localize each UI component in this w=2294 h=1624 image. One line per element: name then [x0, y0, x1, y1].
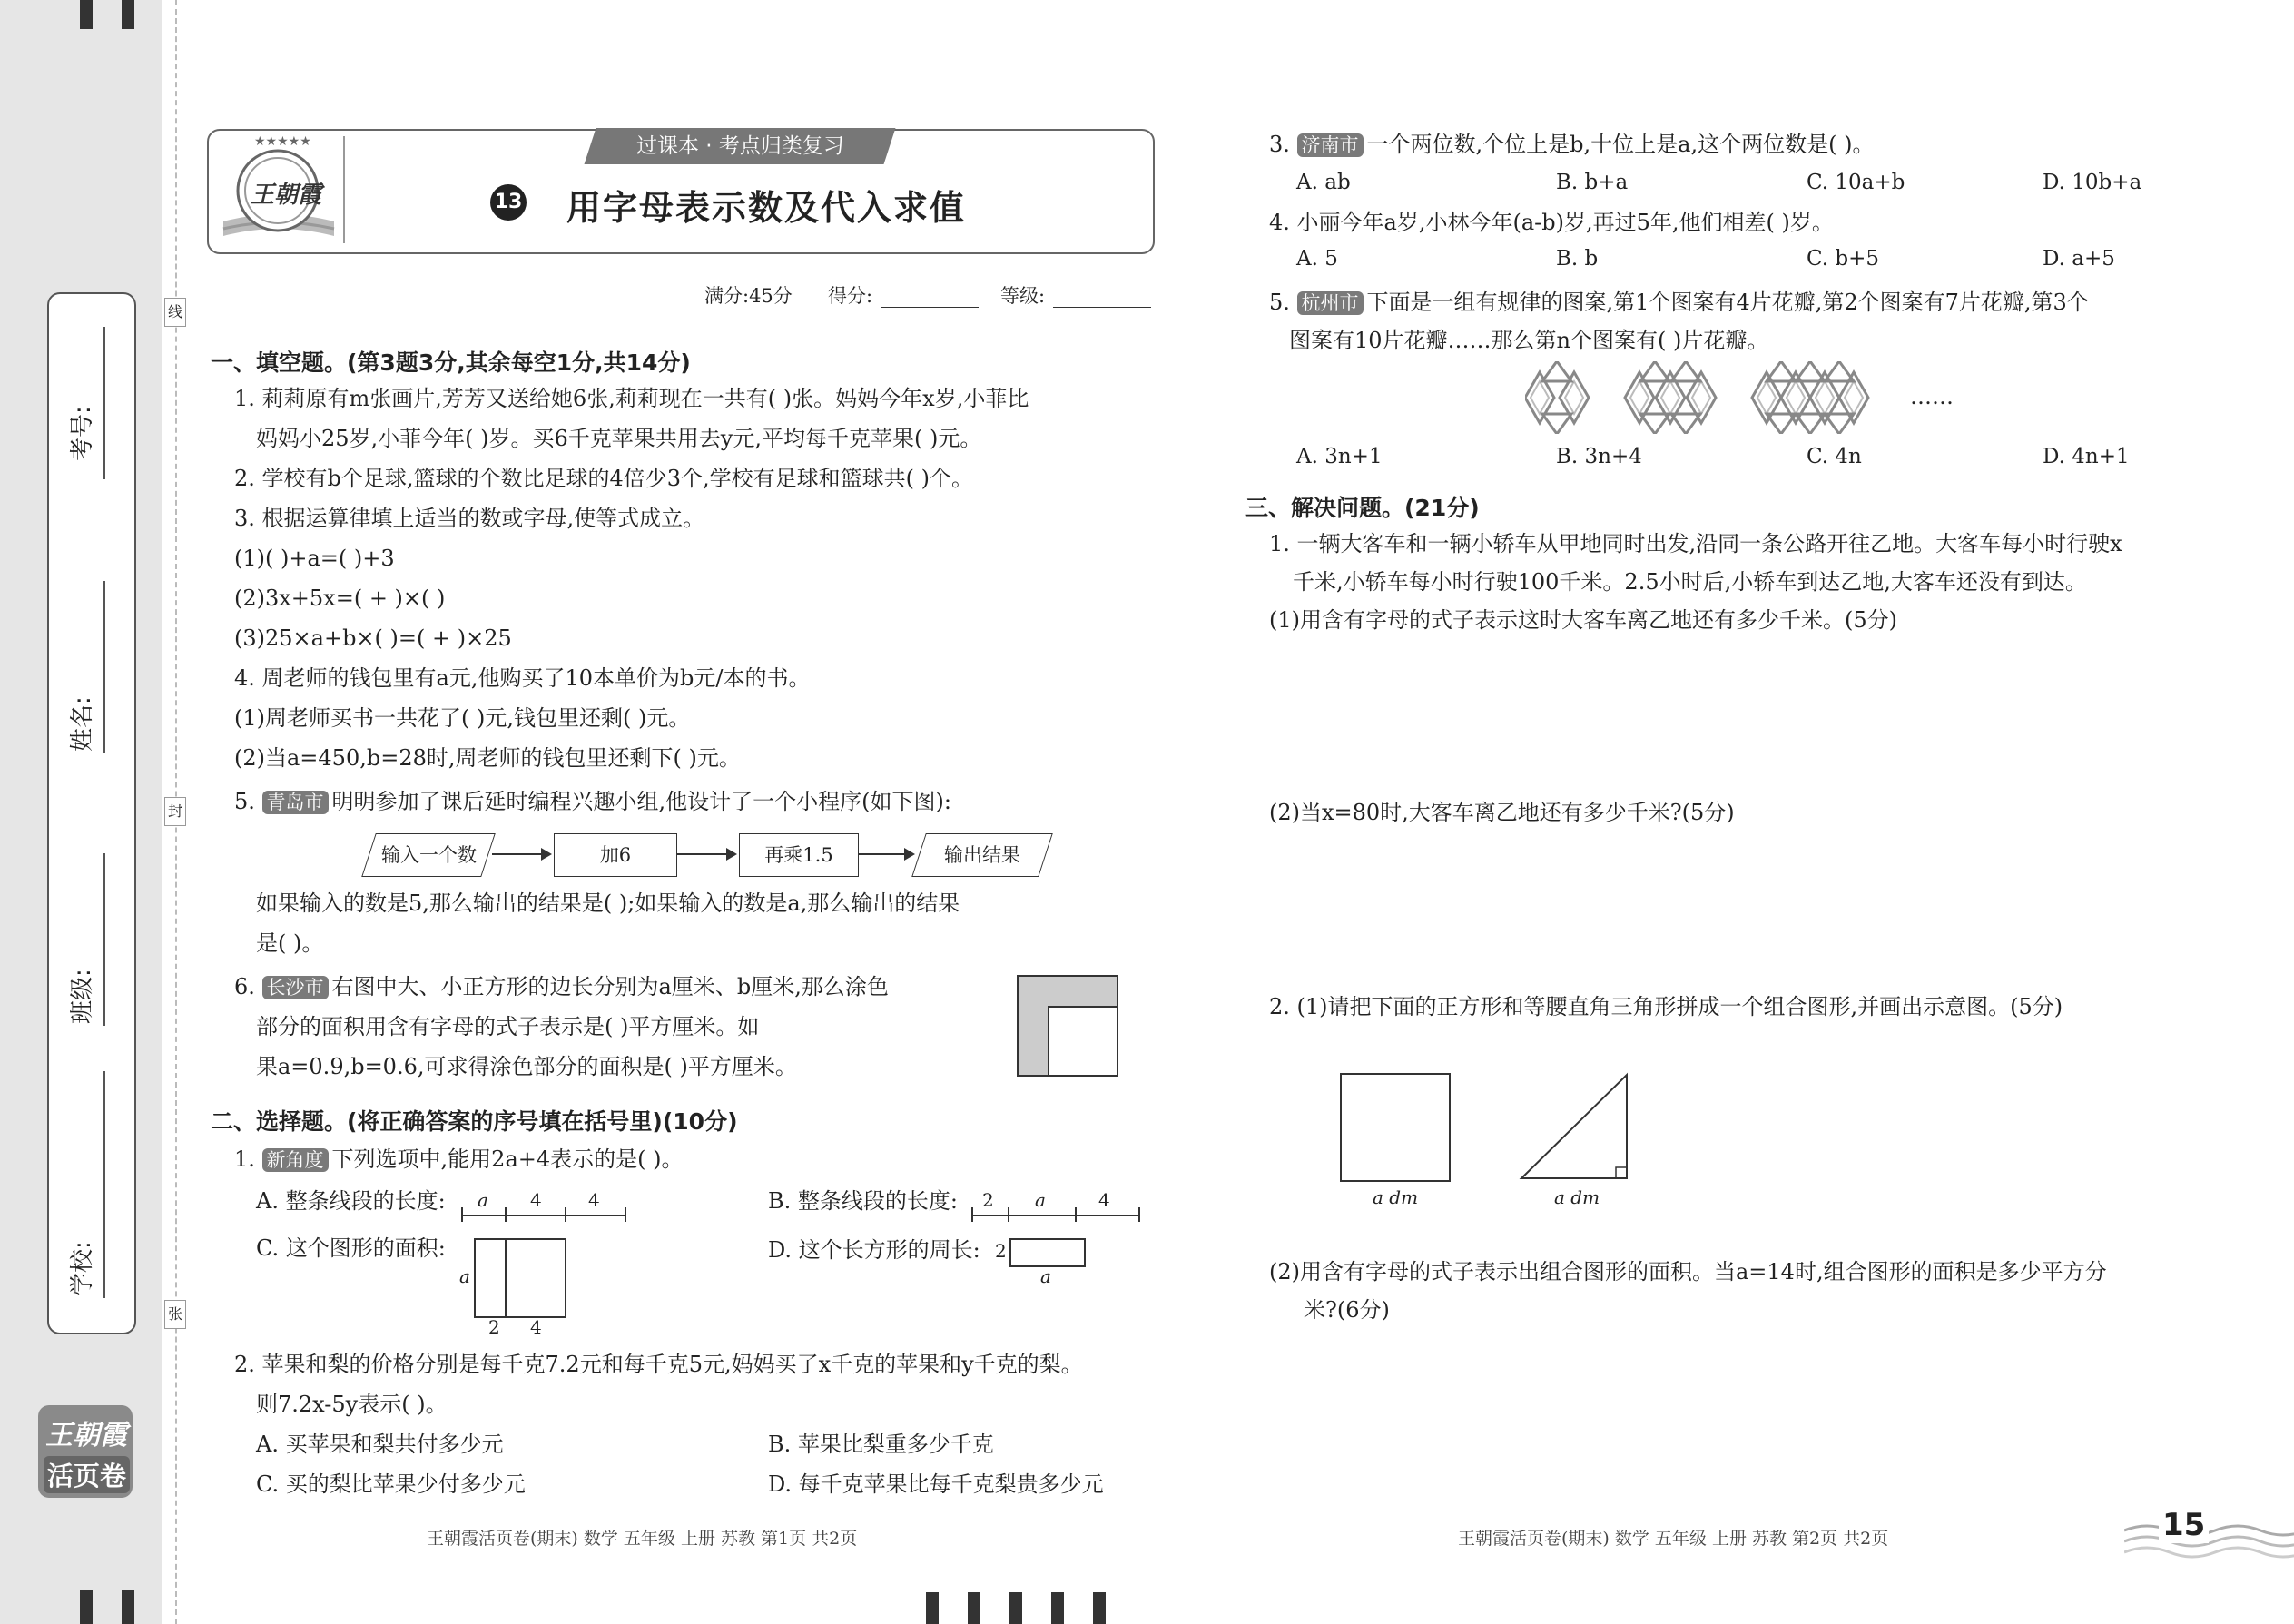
p3-q1-line2: 千米,小轿车每小时行驶100千米。2.5小时后,小轿车到达乙地,大客车还没有到达。 [1293, 569, 2087, 595]
rect-C-divider [505, 1240, 507, 1316]
title-number: 13 [490, 184, 527, 221]
p1-q4-1: (1)周老师买书一共花了( )元,钱包里还剩( )元。 [234, 705, 691, 731]
r-q5-num: 5. [1269, 290, 1290, 315]
p1-q5-text: 明明参加了课后延时编程兴趣小组,他设计了一个小程序(如下图): [331, 789, 951, 814]
tick [625, 1207, 626, 1222]
p2-q1-num: 1. [234, 1147, 255, 1172]
tick [505, 1207, 507, 1222]
crop-mark [122, 1590, 134, 1624]
rect-D [1009, 1238, 1086, 1267]
p1-q3: 3. 根据运算律填上适当的数或字母,使等式成立。 [234, 506, 705, 531]
r-q5-tag: 杭州市 [1297, 291, 1364, 315]
wave-decoration [2124, 1518, 2294, 1563]
p1-q5-line3: 是( )。 [256, 930, 324, 956]
p1-q6-line2: 部分的面积用含有字母的式子表示是( )平方厘米。如 [256, 1014, 760, 1039]
full-score: 满分:45分 [704, 285, 793, 307]
r-q3-tag: 济南市 [1297, 133, 1364, 157]
pattern-3 [1752, 361, 1868, 434]
p1-q5-num: 5. [234, 789, 255, 814]
tick [971, 1207, 973, 1222]
r-q3 [1269, 131, 1874, 158]
p1-q2: 2. 学校有b个足球,篮球的个数比足球的4倍少3个,学校有足球和篮球共( )个。 [234, 466, 974, 491]
label-exam-number: 考号: [69, 406, 96, 461]
rect-D-label-2: 2 [995, 1240, 1007, 1262]
small-square [1048, 1006, 1117, 1075]
label-name: 姓名: [69, 696, 96, 752]
rect-C-label-2: 2 [488, 1316, 500, 1338]
p2-q2-C: C. 买的梨比苹果少付多少元 [256, 1471, 526, 1497]
p3-q2-1: 2. (1)请把下面的正方形和等腰直角三角形拼成一个组合图形,并画出示意图。(5分) [1269, 994, 2063, 1019]
label-class: 班级: [69, 969, 96, 1024]
p2-q2-line1: 2. 苹果和梨的价格分别是每千克7.2元和每千克5元,妈妈买了x千克的苹果和y千克的梨。 [234, 1352, 1083, 1377]
flow-multiply: 再乘1.5 [739, 833, 859, 877]
flow-arrow [492, 853, 550, 855]
p2-q1-D: D. 这个长方形的周长: [768, 1237, 980, 1263]
flow-output [911, 833, 1053, 877]
r-q4-A[interactable]: A. 5 [1296, 247, 1338, 271]
p3-q1-2: (2)当x=80时,大客车离乙地还有多少千米?(5分) [1269, 800, 1735, 825]
p1-q6-num: 6. [234, 974, 255, 999]
part3-heading: 三、解决问题。(21分) [1245, 495, 1480, 521]
p1-q5-line2: 如果输入的数是5,那么输出的结果是( );如果输入的数是a,那么输出的结果 [256, 891, 960, 916]
answer-area-3[interactable] [1269, 1334, 2177, 1498]
flow-arrow [859, 853, 913, 855]
page-number: 15 [2159, 1507, 2209, 1543]
r-q3-num: 3. [1269, 132, 1290, 157]
p2-q1-tag: 新角度 [262, 1148, 329, 1172]
seal-mark-line: 线 [164, 298, 186, 327]
crop-mark [968, 1592, 980, 1624]
p2-q2-A: A. 买苹果和梨共付多少元 [256, 1432, 504, 1457]
crop-mark [1093, 1592, 1106, 1624]
p2-q2-D: D. 每千克苹果比每千克梨贵多少元 [768, 1471, 1104, 1497]
crop-mark [122, 0, 134, 29]
p3-q1-line1: 1. 一辆大客车和一辆小轿车从甲地同时出发,沿同一条公路开往乙地。大客车每小时行驶x [1269, 531, 2122, 556]
crop-mark [926, 1592, 939, 1624]
header-banner-text: 过课本 · 考点归类复习 [635, 134, 844, 158]
segment-B [971, 1215, 1138, 1216]
header-logo [214, 134, 341, 245]
p1-q3-2: (2)3x+5x=( + )×( ) [234, 586, 446, 611]
r-q5-B[interactable]: B. 3n+4 [1556, 445, 1642, 468]
pattern-2 [1625, 361, 1716, 434]
seg-A-label-4b: 4 [588, 1189, 600, 1211]
rect-C [474, 1238, 566, 1318]
r-q3-C[interactable]: C. 10a+b [1807, 171, 1905, 194]
r-q5-line2: 图案有10片花瓣……那么第n个图案有( )片花瓣。 [1289, 328, 1769, 353]
rect-C-label-a: a [459, 1265, 470, 1287]
r-q5-C[interactable]: C. 4n [1807, 445, 1862, 468]
footer-right: 王朝霞活页卷(期末) 数学 五年级 上册 苏教 第2页 共2页 [1458, 1529, 1889, 1549]
p3-q2-2-line2: 米?(6分) [1304, 1297, 1390, 1323]
part1-heading: 一、填空题。(第3题3分,其余每空1分,共14分) [211, 349, 691, 376]
r-q5-D[interactable]: D. 4n+1 [2043, 445, 2130, 468]
tick [1075, 1207, 1077, 1222]
triangle-shape [1518, 1071, 1632, 1182]
p1-q4: 4. 周老师的钱包里有a元,他购买了10本单价为b元/本的书。 [234, 665, 811, 691]
p2-q1 [234, 1146, 684, 1173]
r-q3-D[interactable]: D. 10b+a [2043, 171, 2142, 194]
crop-mark [1009, 1592, 1022, 1624]
blank-exam-number[interactable] [103, 327, 105, 479]
rect-C-label-4: 4 [530, 1316, 542, 1338]
square-shape [1340, 1073, 1451, 1182]
p1-q5 [234, 788, 951, 815]
r-q5-A[interactable]: A. 3n+1 [1296, 445, 1383, 468]
r-q4-B[interactable]: B. b [1556, 247, 1599, 271]
p1-q5-tag: 青岛市 [262, 791, 329, 814]
crop-mark [80, 0, 93, 29]
seal-mark-sheet: 张 [164, 1300, 186, 1329]
tick [565, 1207, 566, 1222]
p1-q1-line2: 妈妈小25岁,小菲今年( )岁。买6千克苹果共用去y元,平均每千克苹果( )元。 [256, 426, 982, 451]
r-q3-A[interactable]: A. ab [1296, 171, 1351, 194]
square-label: a dm [1373, 1186, 1419, 1208]
squares-figure [1017, 975, 1118, 1077]
p2-q2-B: B. 苹果比梨重多少千克 [768, 1432, 994, 1457]
crop-mark [80, 1590, 93, 1624]
p2-q1-C: C. 这个图形的面积: [256, 1235, 446, 1261]
blank-name[interactable] [103, 581, 105, 753]
flow-output-label: 输出结果 [944, 844, 1020, 866]
logo-divider [343, 136, 345, 243]
score-label: 得分: [828, 285, 873, 307]
r-q3-text: 一个两位数,个位上是b,十位上是a,这个两位数是( )。 [1366, 132, 1875, 157]
tick [1008, 1207, 1009, 1222]
header-banner [585, 128, 896, 164]
svg-text:★★★★★: ★★★★★ [254, 134, 311, 149]
p1-q6-line1 [234, 973, 889, 1000]
score-blank[interactable] [881, 307, 979, 308]
segment-A [461, 1215, 625, 1216]
p3-q1-1: (1)用含有字母的式子表示这时大客车离乙地还有多少千米。(5分) [1269, 607, 1897, 633]
p1-q3-1: (1)( )+a=( )+3 [234, 546, 395, 571]
seg-A-label-a: a [478, 1189, 488, 1211]
footer-left: 王朝霞活页卷(期末) 数学 五年级 上册 苏教 第1页 共2页 [427, 1529, 858, 1549]
r-q3-B[interactable]: B. b+a [1556, 171, 1629, 194]
r-q4-C[interactable]: C. b+5 [1807, 247, 1880, 271]
p1-q6-line3: 果a=0.9,b=0.6,可求得涂色部分的面积是( )平方厘米。 [256, 1054, 797, 1079]
seg-B-label-a: a [1035, 1189, 1046, 1211]
flow-input-label: 输入一个数 [380, 844, 477, 866]
petal-patterns [1525, 361, 1906, 434]
r-q4: 4. 小丽今年a岁,小林今年(a-b)岁,再过5年,他们相差( )岁。 [1269, 210, 1834, 235]
p2-q1-B: B. 整条线段的长度: [768, 1188, 958, 1214]
grade-label: 等级: [1000, 285, 1046, 307]
seg-B-label-4: 4 [1098, 1189, 1110, 1211]
p1-q4-2: (2)当a=450,b=28时,周老师的钱包里还剩下( )元。 [234, 745, 741, 771]
seg-A-label-4: 4 [530, 1189, 542, 1211]
blank-class[interactable] [103, 853, 105, 1026]
p1-q6-text: 右图中大、小正方形的边长分别为a厘米、b厘米,那么涂色 [331, 974, 889, 999]
rect-D-label-a: a [1040, 1265, 1051, 1287]
p1-q3-3: (3)25×a+b×( )=( + )×25 [234, 625, 512, 651]
flow-input [361, 833, 496, 877]
grade-blank[interactable] [1053, 307, 1151, 308]
flow-add6: 加6 [554, 833, 677, 877]
tick [461, 1207, 463, 1222]
p3-q2-2-line1: (2)用含有字母的式子表示出组合图形的面积。当a=14时,组合图形的面积是多少平方分 [1269, 1259, 2107, 1284]
seg-B-label-2: 2 [982, 1189, 994, 1211]
brand-top: 王朝霞 [45, 1420, 127, 1452]
p1-q1-line1: 1. 莉莉原有m张画片,芳芳又送给她6张,莉莉现在一共有( )张。妈妈今年x岁,小菲比 [234, 386, 1029, 411]
pattern-1 [1525, 361, 1589, 434]
blank-school[interactable] [103, 1071, 105, 1298]
brand-badge [38, 1405, 133, 1498]
r-q4-D[interactable]: D. a+5 [2043, 247, 2115, 271]
crop-mark [1051, 1592, 1064, 1624]
seal-mark-seal: 封 [164, 797, 186, 826]
tick [1138, 1207, 1140, 1222]
flow-arrow [677, 853, 735, 855]
triangle-label: a dm [1554, 1186, 1600, 1208]
part2-heading: 二、选择题。(将正确答案的序号填在括号里)(10分) [211, 1108, 738, 1135]
answer-area-1[interactable] [1269, 645, 2177, 790]
p2-q1-A: A. 整条线段的长度: [256, 1188, 446, 1214]
r-q5-text: 下面是一组有规律的图案,第1个图案有4片花瓣,第2个图案有7片花瓣,第3个 [1366, 290, 2089, 315]
page-title: 用字母表示数及代入求值 [566, 188, 967, 228]
label-school: 学校: [69, 1241, 96, 1296]
p1-q6-tag: 长沙市 [262, 976, 329, 999]
p2-q1-text: 下列选项中,能用2a+4表示的是( )。 [331, 1147, 684, 1172]
p2-q2-line2: 则7.2x-5y表示( )。 [256, 1392, 448, 1417]
logo-text: 王朝霞 [251, 182, 322, 209]
petal-dots: …… [1910, 384, 1954, 409]
brand-bottom: 活页卷 [44, 1456, 130, 1493]
answer-area-2[interactable] [1269, 837, 2177, 991]
r-q5-line1 [1269, 289, 2089, 316]
